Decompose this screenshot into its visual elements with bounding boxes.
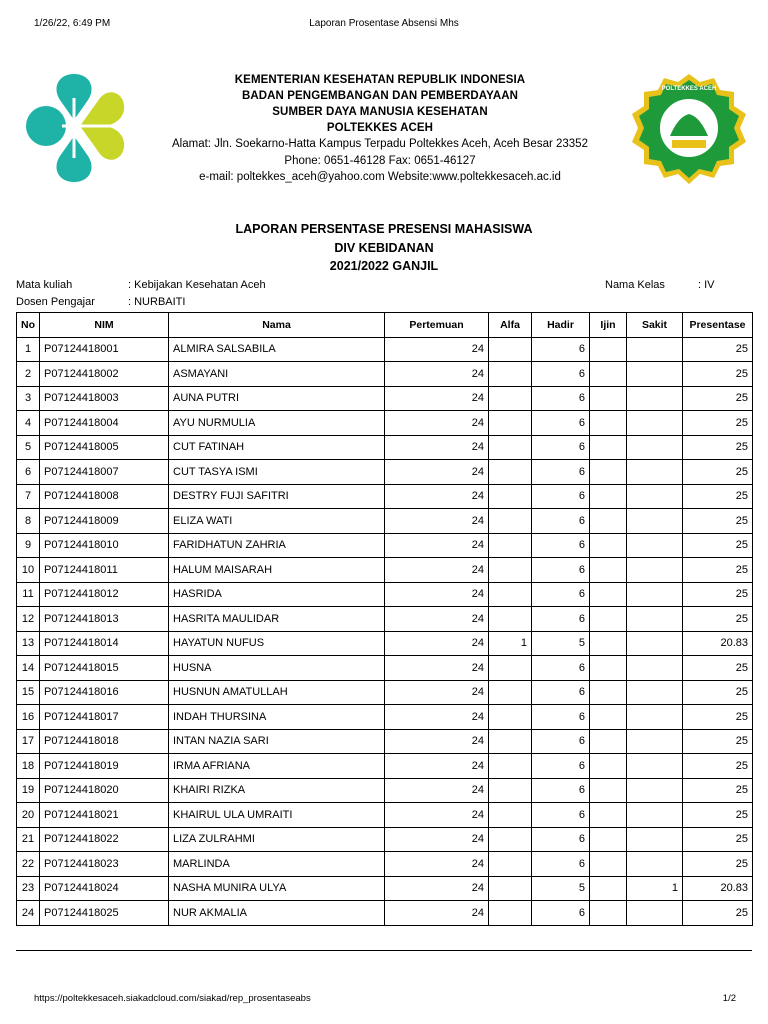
cell-hadir: 6: [532, 901, 590, 926]
cell-alfa: [489, 386, 532, 411]
col-header-nama: Nama: [169, 313, 385, 338]
cell-presentase: 25: [683, 778, 753, 803]
course-label: Mata kuliah: [16, 279, 73, 291]
ministry-name: KEMENTERIAN KESEHATAN REPUBLIK INDONESIA: [234, 74, 526, 86]
print-page-number: 1/2: [722, 993, 736, 1004]
cell-sakit: [627, 533, 683, 558]
cell-nama: KHAIRI RIZKA: [169, 778, 385, 803]
print-header: [34, 18, 734, 32]
cell-hadir: 6: [532, 435, 590, 460]
cell-no: 7: [17, 484, 40, 509]
cell-sakit: [627, 803, 683, 828]
cell-no: 6: [17, 460, 40, 485]
cell-sakit: [627, 754, 683, 779]
cell-presentase: 25: [683, 705, 753, 730]
cell-sakit: [627, 656, 683, 681]
cell-hadir: 6: [532, 484, 590, 509]
table-row: [17, 656, 753, 681]
cell-nim: P07124418017: [40, 705, 169, 730]
cell-pertemuan: 24: [385, 386, 489, 411]
cell-nama: NUR AKMALIA: [169, 901, 385, 926]
table-row: [17, 460, 753, 485]
table-row: [17, 558, 753, 583]
cell-sakit: [627, 778, 683, 803]
cell-pertemuan: 24: [385, 852, 489, 877]
cell-alfa: [489, 411, 532, 436]
cell-hadir: 6: [532, 582, 590, 607]
cell-presentase: 25: [683, 729, 753, 754]
cell-no: 8: [17, 509, 40, 534]
col-header-pertemuan: Pertemuan: [385, 313, 489, 338]
cell-presentase: 25: [683, 680, 753, 705]
table-row: [17, 631, 753, 656]
cell-presentase: 25: [683, 852, 753, 877]
cell-pertemuan: 24: [385, 607, 489, 632]
cell-pertemuan: 24: [385, 411, 489, 436]
cell-nama: ELIZA WATI: [169, 509, 385, 534]
cell-alfa: [489, 705, 532, 730]
table-row: [17, 337, 753, 362]
cell-nim: P07124418016: [40, 680, 169, 705]
agency-name-2: SUMBER DAYA MANUSIA KESEHATAN: [272, 106, 488, 118]
cell-hadir: 6: [532, 460, 590, 485]
table-row: [17, 362, 753, 387]
cell-pertemuan: 24: [385, 558, 489, 583]
cell-sakit: [627, 705, 683, 730]
cell-presentase: 25: [683, 607, 753, 632]
cell-sakit: [627, 631, 683, 656]
cell-nama: DESTRY FUJI SAFITRI: [169, 484, 385, 509]
cell-no: 15: [17, 680, 40, 705]
table-row: [17, 778, 753, 803]
cell-sakit: [627, 827, 683, 852]
col-header-sakit: Sakit: [627, 313, 683, 338]
cell-pertemuan: 24: [385, 729, 489, 754]
cell-presentase: 25: [683, 827, 753, 852]
cell-pertemuan: 24: [385, 680, 489, 705]
cell-pertemuan: 24: [385, 509, 489, 534]
cell-nim: P07124418010: [40, 533, 169, 558]
table-row: [17, 607, 753, 632]
cell-presentase: 25: [683, 435, 753, 460]
page-divider: [16, 950, 752, 951]
cell-nama: HUSNUN AMATULLAH: [169, 680, 385, 705]
table-row: [17, 411, 753, 436]
cell-hadir: 6: [532, 656, 590, 681]
cell-nim: P07124418011: [40, 558, 169, 583]
cell-sakit: [627, 337, 683, 362]
cell-nama: LIZA ZULRAHMI: [169, 827, 385, 852]
table-row: [17, 729, 753, 754]
cell-pertemuan: 24: [385, 362, 489, 387]
cell-alfa: [489, 460, 532, 485]
cell-presentase: 25: [683, 803, 753, 828]
cell-pertemuan: 24: [385, 803, 489, 828]
cell-nim: P07124418003: [40, 386, 169, 411]
cell-alfa: [489, 435, 532, 460]
cell-nama: NASHA MUNIRA ULYA: [169, 876, 385, 901]
cell-hadir: 6: [532, 558, 590, 583]
table-row: [17, 484, 753, 509]
cell-pertemuan: 24: [385, 656, 489, 681]
cell-pertemuan: 24: [385, 827, 489, 852]
cell-alfa: [489, 852, 532, 877]
col-header-presentase: Presentase: [683, 313, 753, 338]
cell-hadir: 6: [532, 754, 590, 779]
cell-ijin: [590, 778, 627, 803]
cell-sakit: [627, 729, 683, 754]
cell-alfa: [489, 901, 532, 926]
table-header-row: [17, 313, 753, 338]
cell-presentase: 25: [683, 533, 753, 558]
cell-ijin: [590, 484, 627, 509]
cell-sakit: 1: [627, 876, 683, 901]
cell-ijin: [590, 656, 627, 681]
cell-ijin: [590, 803, 627, 828]
cell-alfa: [489, 876, 532, 901]
cell-no: 4: [17, 411, 40, 436]
cell-alfa: [489, 509, 532, 534]
cell-sakit: [627, 852, 683, 877]
cell-ijin: [590, 827, 627, 852]
table-row: [17, 705, 753, 730]
institution-address: Alamat: Jln. Soekarno-Hatta Kampus Terpadu Poltekkes Aceh, Aceh Besar 23352: [172, 138, 588, 150]
cell-presentase: 25: [683, 362, 753, 387]
cell-alfa: [489, 729, 532, 754]
kemenkes-logo: [22, 70, 126, 186]
report-program: DIV KEBIDANAN: [334, 240, 434, 255]
cell-hadir: 5: [532, 631, 590, 656]
cell-alfa: 1: [489, 631, 532, 656]
report-period: 2021/2022 GANJIL: [329, 259, 439, 273]
cell-nim: P07124418019: [40, 754, 169, 779]
col-header-ijin: Ijin: [590, 313, 627, 338]
cell-pertemuan: 24: [385, 582, 489, 607]
cell-ijin: [590, 533, 627, 558]
cell-alfa: [489, 337, 532, 362]
cell-no: 20: [17, 803, 40, 828]
cell-no: 10: [17, 558, 40, 583]
cell-alfa: [489, 656, 532, 681]
cell-ijin: [590, 680, 627, 705]
institution-contact: e-mail: poltekkes_aceh@yahoo.com Website:www.poltekkesaceh.ac.id: [199, 171, 561, 183]
cell-no: 5: [17, 435, 40, 460]
cell-nim: P07124418013: [40, 607, 169, 632]
cell-ijin: [590, 631, 627, 656]
cell-alfa: [489, 778, 532, 803]
table-row: [17, 680, 753, 705]
cell-presentase: 20.83: [683, 876, 753, 901]
cell-no: 12: [17, 607, 40, 632]
cell-nama: MARLINDA: [169, 852, 385, 877]
cell-nama: AYU NURMULIA: [169, 411, 385, 436]
cell-nama: ASMAYANI: [169, 362, 385, 387]
table-row: [17, 827, 753, 852]
cell-ijin: [590, 386, 627, 411]
cell-presentase: 25: [683, 411, 753, 436]
table-row: [17, 582, 753, 607]
cell-nim: P07124418012: [40, 582, 169, 607]
cell-pertemuan: 24: [385, 435, 489, 460]
report-title: LAPORAN PERSENTASE PRESENSI MAHASISWA: [235, 222, 533, 236]
cell-nim: P07124418005: [40, 435, 169, 460]
cell-nama: INTAN NAZIA SARI: [169, 729, 385, 754]
cell-hadir: 6: [532, 705, 590, 730]
cell-presentase: 25: [683, 901, 753, 926]
cell-no: 22: [17, 852, 40, 877]
lecturer-value: : NURBAITI: [128, 296, 186, 308]
agency-name-1: BADAN PENGEMBANGAN DAN PEMBERDAYAAN: [241, 90, 519, 102]
cell-no: 1: [17, 337, 40, 362]
cell-no: 18: [17, 754, 40, 779]
cell-nama: HASRITA MAULIDAR: [169, 607, 385, 632]
cell-hadir: 6: [532, 337, 590, 362]
cell-nim: P07124418018: [40, 729, 169, 754]
institution-header: [150, 72, 610, 186]
cell-presentase: 25: [683, 484, 753, 509]
cell-presentase: 25: [683, 337, 753, 362]
class-value: : IV: [698, 279, 715, 291]
cell-presentase: 25: [683, 656, 753, 681]
cell-pertemuan: 24: [385, 484, 489, 509]
cell-ijin: [590, 411, 627, 436]
cell-no: 16: [17, 705, 40, 730]
cell-no: 13: [17, 631, 40, 656]
cell-ijin: [590, 901, 627, 926]
cell-hadir: 6: [532, 386, 590, 411]
cell-sakit: [627, 362, 683, 387]
table-row: [17, 435, 753, 460]
cell-nim: P07124418021: [40, 803, 169, 828]
poltekkes-seal-logo: [630, 72, 748, 188]
cell-nama: INDAH THURSINA: [169, 705, 385, 730]
cell-ijin: [590, 435, 627, 460]
cell-nama: AUNA PUTRI: [169, 386, 385, 411]
cell-sakit: [627, 484, 683, 509]
cell-hadir: 6: [532, 362, 590, 387]
cell-alfa: [489, 558, 532, 583]
cell-presentase: 25: [683, 754, 753, 779]
cell-sakit: [627, 509, 683, 534]
cell-ijin: [590, 337, 627, 362]
institution-phone: Phone: 0651-46128 Fax: 0651-46127: [284, 154, 476, 167]
cell-sakit: [627, 460, 683, 485]
cell-nama: FARIDHATUN ZAHRIA: [169, 533, 385, 558]
course-value: : Kebijakan Kesehatan Aceh: [128, 279, 266, 291]
cell-no: 9: [17, 533, 40, 558]
cell-nim: P07124418020: [40, 778, 169, 803]
col-header-nim: NIM: [40, 313, 169, 338]
cell-ijin: [590, 607, 627, 632]
cell-nama: CUT TASYA ISMI: [169, 460, 385, 485]
cell-nim: P07124418002: [40, 362, 169, 387]
cell-alfa: [489, 362, 532, 387]
lecturer-label: Dosen Pengajar: [16, 296, 95, 308]
cell-ijin: [590, 852, 627, 877]
cell-hadir: 6: [532, 778, 590, 803]
cell-nim: P07124418023: [40, 852, 169, 877]
cell-hadir: 6: [532, 803, 590, 828]
cell-nim: P07124418015: [40, 656, 169, 681]
cell-pertemuan: 24: [385, 460, 489, 485]
cell-nama: ALMIRA SALSABILA: [169, 337, 385, 362]
cell-alfa: [489, 680, 532, 705]
print-footer-url: https://poltekkesaceh.siakadcloud.com/siakad/rep_prosentaseabs: [34, 993, 311, 1004]
cell-hadir: 6: [532, 827, 590, 852]
cell-alfa: [489, 533, 532, 558]
cell-ijin: [590, 362, 627, 387]
cell-pertemuan: 24: [385, 778, 489, 803]
cell-hadir: 6: [532, 607, 590, 632]
cell-alfa: [489, 827, 532, 852]
cell-no: 21: [17, 827, 40, 852]
cell-ijin: [590, 729, 627, 754]
cell-nama: HAYATUN NUFUS: [169, 631, 385, 656]
cell-hadir: 6: [532, 852, 590, 877]
cell-hadir: 5: [532, 876, 590, 901]
cell-pertemuan: 24: [385, 631, 489, 656]
cell-pertemuan: 24: [385, 754, 489, 779]
class-label: Nama Kelas: [605, 279, 665, 291]
cell-alfa: [489, 803, 532, 828]
cell-hadir: 6: [532, 729, 590, 754]
cell-nim: P07124418014: [40, 631, 169, 656]
cell-presentase: 25: [683, 558, 753, 583]
cell-nim: P07124418004: [40, 411, 169, 436]
cell-nim: P07124418024: [40, 876, 169, 901]
cell-no: 11: [17, 582, 40, 607]
cell-presentase: 25: [683, 460, 753, 485]
cell-sakit: [627, 386, 683, 411]
print-datetime: 1/26/22, 6:49 PM: [34, 18, 111, 29]
cell-hadir: 6: [532, 680, 590, 705]
cell-no: 23: [17, 876, 40, 901]
cell-sakit: [627, 435, 683, 460]
cell-hadir: 6: [532, 533, 590, 558]
table-row: [17, 852, 753, 877]
cell-sakit: [627, 607, 683, 632]
cell-alfa: [489, 484, 532, 509]
cell-pertemuan: 24: [385, 901, 489, 926]
cell-presentase: 25: [683, 509, 753, 534]
cell-presentase: 20.83: [683, 631, 753, 656]
cell-pertemuan: 24: [385, 705, 489, 730]
cell-sakit: [627, 901, 683, 926]
cell-nim: P07124418008: [40, 484, 169, 509]
cell-ijin: [590, 582, 627, 607]
col-header-hadir: Hadir: [532, 313, 590, 338]
cell-alfa: [489, 754, 532, 779]
table-row: [17, 386, 753, 411]
cell-presentase: 25: [683, 386, 753, 411]
cell-ijin: [590, 558, 627, 583]
cell-no: 3: [17, 386, 40, 411]
cell-sakit: [627, 582, 683, 607]
cell-no: 24: [17, 901, 40, 926]
seal-text: POLTEKKES ACEH: [661, 86, 717, 92]
cell-sakit: [627, 558, 683, 583]
cell-alfa: [489, 582, 532, 607]
table-row: [17, 509, 753, 534]
cell-nim: P07124418007: [40, 460, 169, 485]
col-header-alfa: Alfa: [489, 313, 532, 338]
cell-nama: HUSNA: [169, 656, 385, 681]
table-row: [17, 533, 753, 558]
cell-no: 17: [17, 729, 40, 754]
cell-alfa: [489, 607, 532, 632]
cell-ijin: [590, 876, 627, 901]
cell-nama: IRMA AFRIANA: [169, 754, 385, 779]
cell-pertemuan: 24: [385, 876, 489, 901]
attendance-table: [16, 312, 753, 926]
cell-ijin: [590, 705, 627, 730]
cell-pertemuan: 24: [385, 533, 489, 558]
cell-ijin: [590, 509, 627, 534]
cell-nama: KHAIRUL ULA UMRAITI: [169, 803, 385, 828]
cell-nim: P07124418025: [40, 901, 169, 926]
cell-ijin: [590, 754, 627, 779]
table-row: [17, 803, 753, 828]
cell-ijin: [590, 460, 627, 485]
cell-presentase: 25: [683, 582, 753, 607]
table-row: [17, 901, 753, 926]
cell-nim: P07124418001: [40, 337, 169, 362]
cell-nama: HALUM MAISARAH: [169, 558, 385, 583]
cell-nim: P07124418009: [40, 509, 169, 534]
report-title-block: [0, 220, 768, 276]
table-row: [17, 876, 753, 901]
cell-no: 2: [17, 362, 40, 387]
cell-no: 14: [17, 656, 40, 681]
cell-nama: HASRIDA: [169, 582, 385, 607]
print-page-title: Laporan Prosentase Absensi Mhs: [309, 18, 459, 29]
cell-no: 19: [17, 778, 40, 803]
table-row: [17, 754, 753, 779]
cell-sakit: [627, 680, 683, 705]
cell-sakit: [627, 411, 683, 436]
cell-nama: CUT FATINAH: [169, 435, 385, 460]
cell-nim: P07124418022: [40, 827, 169, 852]
cell-hadir: 6: [532, 411, 590, 436]
col-header-no: No: [17, 313, 40, 338]
cell-hadir: 6: [532, 509, 590, 534]
cell-pertemuan: 24: [385, 337, 489, 362]
institution-name: POLTEKKES ACEH: [326, 122, 434, 134]
